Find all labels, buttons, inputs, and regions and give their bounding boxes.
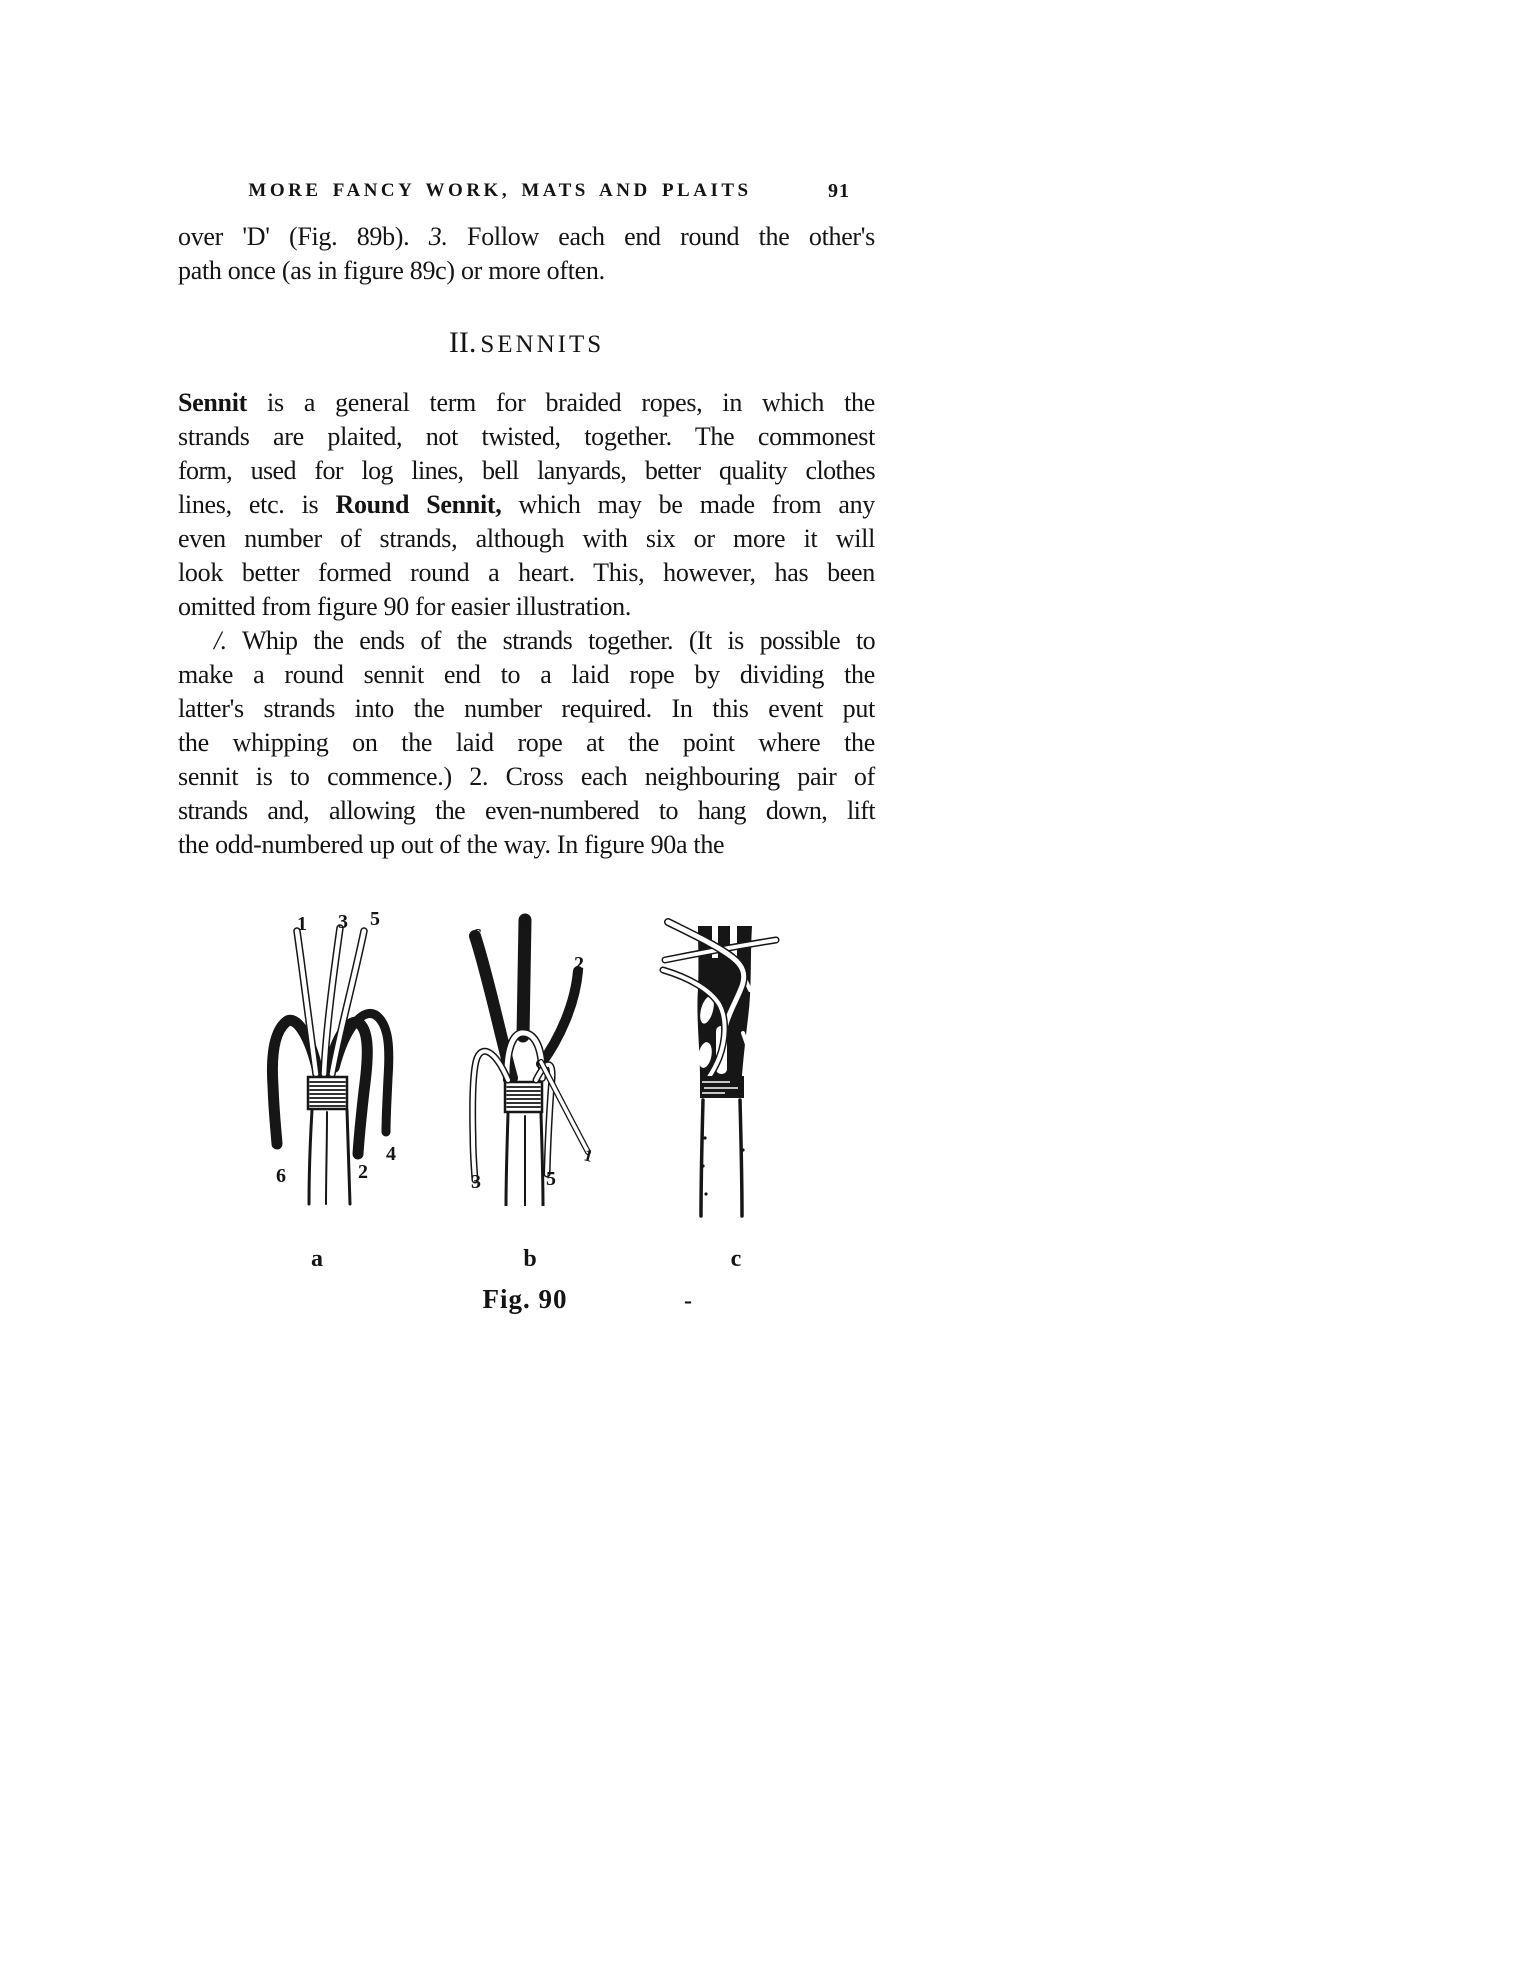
text-line: look better formed round a heart. This, however, has been bbox=[178, 558, 875, 587]
text-segment: over 'D' (Fig. 89b). bbox=[178, 222, 429, 251]
strand-number: 3 bbox=[471, 1171, 481, 1193]
figure-90-panel-c bbox=[630, 898, 810, 1228]
text-line: form, used for log lines, bell lanyards, better quality clothes bbox=[178, 456, 875, 485]
running-head bbox=[178, 180, 875, 210]
strand-number: 5 bbox=[546, 1168, 556, 1190]
text-segment-bold: Round Sennit, bbox=[335, 490, 502, 519]
text-column bbox=[178, 180, 875, 859]
text-line: sennit is to commence.) 2. Cross each neighbouring pair of bbox=[178, 762, 875, 791]
text-line: strands are plaited, not twisted, together. The commonest bbox=[178, 422, 875, 451]
text-line: make a round sennit end to a laid rope by dividing the bbox=[178, 660, 875, 689]
strand-number: 6 bbox=[472, 925, 482, 947]
text-line: strands and, allowing the even-numbered to hang down, lift bbox=[178, 796, 875, 825]
stray-dash-mark: - bbox=[684, 1288, 692, 1314]
figure-label-b: b bbox=[523, 1246, 537, 1272]
text-line: latter's strands into the number required. In this event put bbox=[178, 694, 875, 723]
text-segment-italic: /. bbox=[214, 626, 227, 655]
text-segment: lines, etc. is bbox=[178, 490, 336, 519]
text-line: omitted from figure 90 for easier illustration. bbox=[178, 592, 632, 621]
sennit-illustration-a bbox=[258, 886, 438, 1206]
running-head-title: MORE FANCY WORK, MATS AND PLAITS bbox=[248, 180, 752, 201]
page-number: 91 bbox=[828, 180, 850, 202]
section-numeral: II. bbox=[448, 326, 477, 359]
text-segment: is a general term for braided ropes, in which the bbox=[247, 388, 875, 417]
text-segment-italic: 3. bbox=[428, 222, 448, 251]
text-line: the whipping on the laid rope at the point where the bbox=[178, 728, 875, 757]
paragraph-whip bbox=[178, 624, 875, 862]
text-line: path once (as in figure 89c) or more often. bbox=[178, 256, 605, 285]
figure-label-c: c bbox=[730, 1246, 742, 1272]
figure-label-a: a bbox=[311, 1246, 323, 1272]
text-line bbox=[178, 624, 875, 658]
strand-number: 1 bbox=[581, 1145, 595, 1166]
strand-number: 1 bbox=[297, 913, 307, 935]
text-segment-bold: Sennit bbox=[178, 388, 248, 417]
text-segment: Whip the ends of the strands together. (It is possible to bbox=[226, 626, 875, 655]
strand-number: 2 bbox=[574, 953, 584, 975]
strand-number: 2 bbox=[358, 1161, 368, 1183]
strand-number: 5 bbox=[370, 908, 380, 930]
text-line: the odd-numbered up out of the way. In figure 90a the bbox=[178, 830, 725, 859]
text-segment: Follow each end round the other's bbox=[447, 222, 875, 251]
paragraph-continuation bbox=[178, 220, 875, 288]
strand-number: 6 bbox=[276, 1165, 286, 1187]
figure-90-panel-b bbox=[448, 886, 628, 1206]
figure-caption: Fig. 90 bbox=[482, 1284, 568, 1314]
text-line bbox=[178, 220, 875, 254]
text-segment: which may be made from any bbox=[501, 490, 875, 519]
figure-90-panel-a bbox=[258, 886, 438, 1206]
paragraph-sennit bbox=[178, 386, 875, 624]
strand-number: 4 bbox=[386, 1143, 396, 1165]
text-line: even number of strands, although with six or more it will bbox=[178, 524, 875, 553]
sennit-illustration-c bbox=[630, 898, 810, 1228]
section-heading bbox=[178, 326, 875, 360]
text-line bbox=[178, 488, 875, 522]
strand-number: 4 bbox=[519, 913, 529, 935]
text-line bbox=[178, 386, 875, 420]
section-title: SENNITS bbox=[480, 331, 605, 358]
strand-number: 3 bbox=[338, 911, 348, 933]
